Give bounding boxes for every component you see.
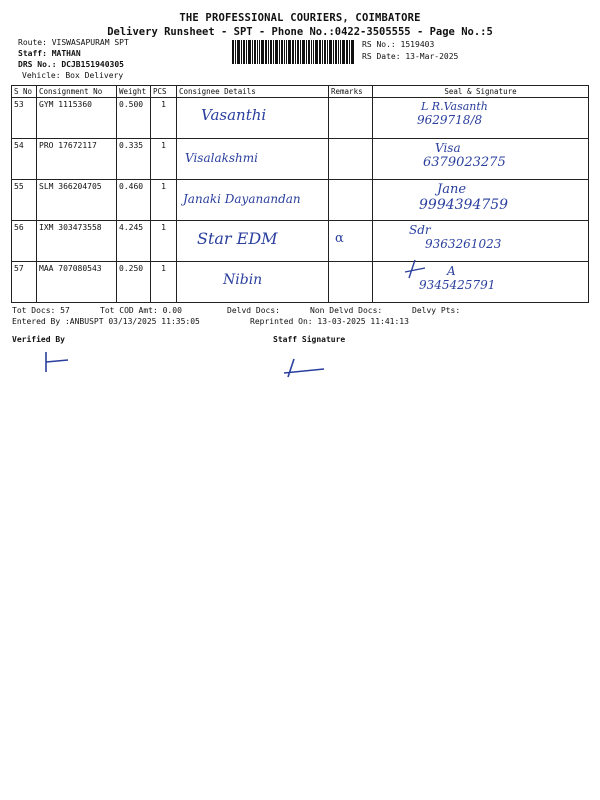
tot-cod-amt: Tot COD Amt: 0.00	[100, 306, 182, 315]
cell-consignee	[177, 221, 329, 262]
cell-weight: 0.500	[117, 98, 151, 139]
col-header-sno: S No	[12, 86, 37, 98]
cell-remarks	[329, 180, 373, 221]
rs-date-label: RS Date:	[362, 52, 401, 61]
staff-value: MATHAN	[51, 49, 81, 58]
tot-docs: Tot Docs: 57	[12, 306, 70, 315]
cell-remarks	[329, 139, 373, 180]
verified-signature	[36, 350, 76, 374]
col-header-weight: Weight	[117, 86, 151, 98]
table-header-row	[12, 86, 589, 98]
seal-phone-handwriting: 9994394759	[419, 197, 509, 213]
cell-consignment: SLM 366204705	[37, 180, 117, 221]
drs-line	[18, 60, 124, 69]
runsheet-subtitle: Delivery Runsheet - SPT - Phone No.:0422-3505555 - Page No.:5	[107, 26, 493, 38]
col-header-remarks: Remarks	[329, 86, 373, 98]
vehicle-value: Box Delivery	[65, 71, 124, 80]
runsheet-table	[11, 85, 589, 303]
drs-label: DRS No.:	[18, 60, 57, 69]
cell-seal	[373, 98, 589, 139]
table-row	[12, 180, 589, 221]
cell-consignee	[177, 98, 329, 139]
vehicle-label: Vehicle:	[22, 71, 61, 80]
staff-line	[18, 49, 81, 58]
cell-remarks	[329, 98, 373, 139]
company-title: THE PROFESSIONAL COURIERS, COIMBATORE	[179, 12, 421, 24]
seal-phone-handwriting: 9629718/8	[417, 113, 483, 127]
consignee-handwriting: Star EDM	[197, 229, 278, 248]
col-header-consignment: Consignment No	[37, 86, 117, 98]
seal-name-handwriting: Sdr	[409, 223, 431, 237]
rs-no-value: 1519403	[400, 40, 435, 49]
staff-signature-mark	[399, 258, 429, 282]
cell-sno: 55	[12, 180, 37, 221]
route-value: VISWASAPURAM SPT	[51, 38, 129, 47]
consignee-handwriting: Janaki Dayanandan	[183, 192, 301, 206]
consignee-handwriting: Nibin	[223, 272, 263, 288]
cell-seal	[373, 221, 589, 262]
cell-pcs: 1	[151, 262, 177, 303]
cell-weight: 0.250	[117, 262, 151, 303]
staff-signature	[280, 355, 330, 379]
cell-weight: 4.245	[117, 221, 151, 262]
cell-consignee	[177, 139, 329, 180]
consignee-handwriting: Vasanthi	[201, 106, 267, 124]
rs-date-value: 13-Mar-2025	[405, 52, 459, 61]
cell-sno: 54	[12, 139, 37, 180]
staff-signature-label: Staff Signature	[273, 335, 346, 344]
table-row	[12, 139, 589, 180]
delvy-pts: Delvy Pts:	[412, 306, 461, 315]
cell-consignee	[177, 180, 329, 221]
rs-no-line	[362, 40, 434, 49]
rs-date-line	[362, 52, 458, 61]
seal-name-handwriting: L R.Vasanth	[421, 100, 488, 113]
col-header-consignee: Consignee Details	[177, 86, 329, 98]
non-delvd-docs: Non Delvd Docs:	[310, 306, 383, 315]
cell-pcs: 1	[151, 139, 177, 180]
table-row	[12, 221, 589, 262]
cell-sno: 57	[12, 262, 37, 303]
col-header-pcs: PCS	[151, 86, 177, 98]
cell-sno: 56	[12, 221, 37, 262]
cell-pcs: 1	[151, 98, 177, 139]
barcode-image	[232, 40, 354, 64]
cell-consignment: GYM 1115360	[37, 98, 117, 139]
vehicle-line	[22, 71, 123, 80]
col-header-seal: Seal & Signature	[373, 86, 589, 98]
cell-seal	[373, 139, 589, 180]
cell-seal	[373, 180, 589, 221]
cell-remarks	[329, 221, 373, 262]
verified-by-label: Verified By	[12, 335, 65, 344]
seal-name-handwriting: Visa	[435, 141, 461, 155]
table-row	[12, 262, 589, 303]
seal-phone-handwriting: 9363261023	[425, 237, 502, 251]
seal-phone-handwriting: 6379023275	[423, 155, 506, 170]
cell-remarks	[329, 262, 373, 303]
cell-weight: 0.335	[117, 139, 151, 180]
route-label: Route:	[18, 38, 47, 47]
route-line	[18, 38, 129, 47]
table-row	[12, 98, 589, 139]
rs-no-label: RS No.:	[362, 40, 396, 49]
cell-consignment: IXM 303473558	[37, 221, 117, 262]
consignee-handwriting: Visalakshmi	[185, 151, 258, 165]
cell-pcs: 1	[151, 221, 177, 262]
seal-phone-handwriting: 9345425791	[419, 278, 496, 292]
seal-name-handwriting: A	[447, 264, 456, 278]
remarks-mark: α	[335, 231, 344, 246]
cell-consignee	[177, 262, 329, 303]
cell-sno: 53	[12, 98, 37, 139]
cell-pcs: 1	[151, 180, 177, 221]
seal-name-handwriting: Jane	[437, 182, 467, 197]
drs-value: DCJB151940305	[61, 60, 124, 69]
cell-consignment: MAA 707080543	[37, 262, 117, 303]
cell-consignment: PRO 17672117	[37, 139, 117, 180]
entered-by: Entered By :ANBUSPT 03/13/2025 11:35:05	[12, 317, 200, 326]
cell-weight: 0.460	[117, 180, 151, 221]
reprinted-on: Reprinted On: 13-03-2025 11:41:13	[250, 317, 409, 326]
staff-label: Staff:	[18, 49, 47, 58]
delvd-docs: Delvd Docs:	[227, 306, 280, 315]
